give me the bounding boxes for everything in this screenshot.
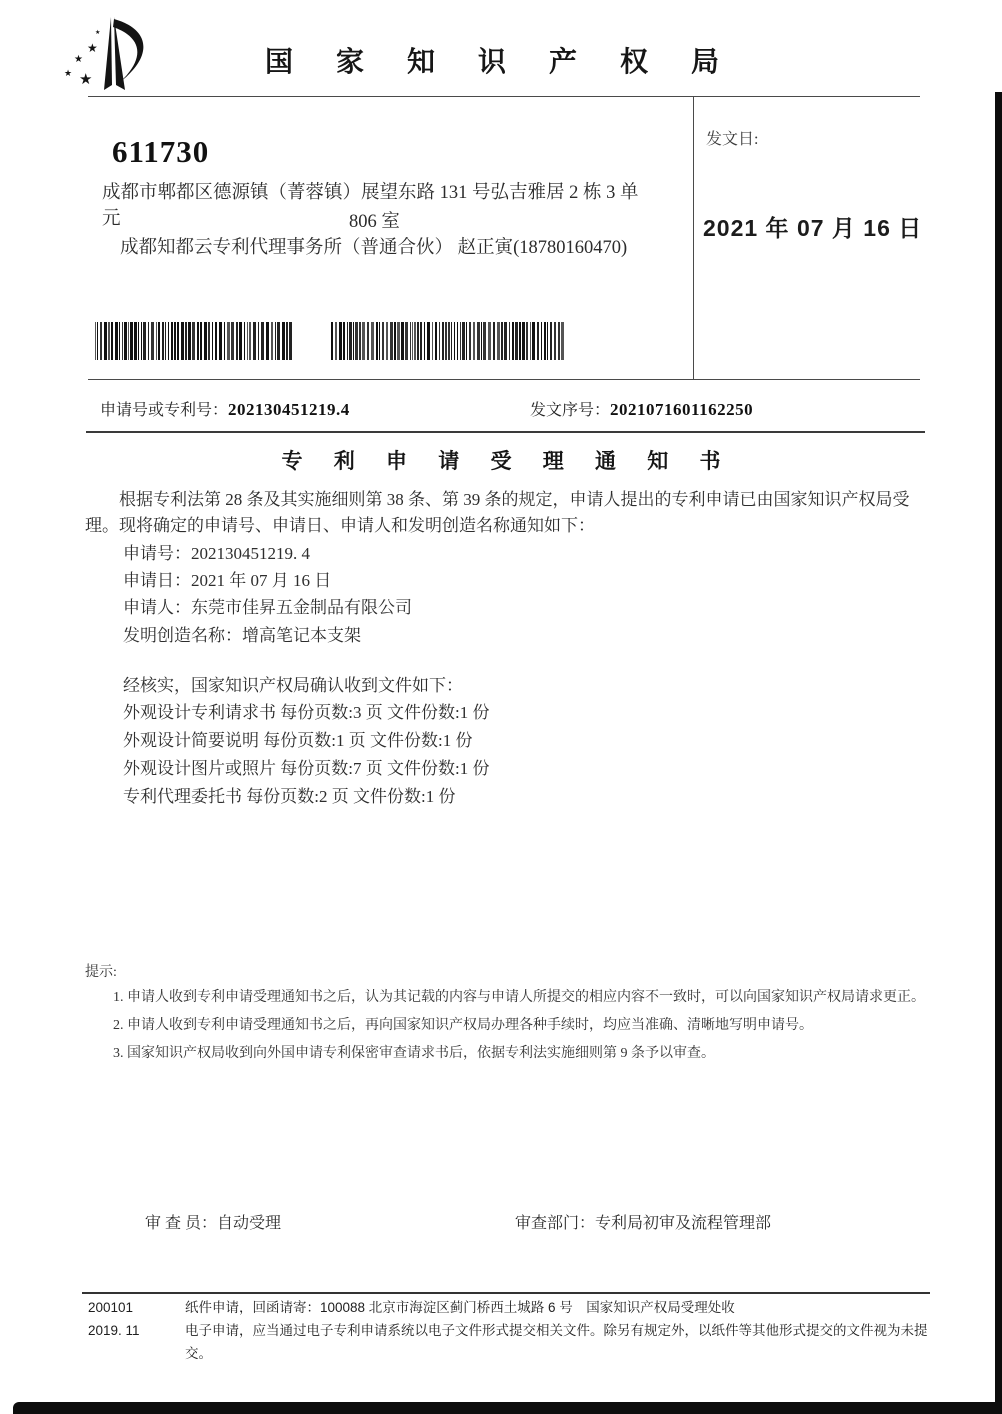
tip-item-1: 1. 申请人收到专利申请受理通知书之后，认为其记载的内容与申请人所提交的相应内容不一致时，可以向国家知识产权局请求更正。 bbox=[113, 990, 925, 1005]
agency-title: 国 家 知 识 产 权 局 bbox=[264, 47, 737, 78]
application-number-label: 申请号或专利号： bbox=[100, 402, 229, 419]
tips-label: 提示: bbox=[85, 965, 117, 980]
file-item: 专利代理委托书 每份页数:2 页 文件份数:1 份 bbox=[123, 787, 456, 806]
footer-text bbox=[185, 1296, 935, 1365]
footer-paper-line: 纸件申请，回函请寄：100088 北京市海淀区蓟门桥西土城路 6 号 国家知识产权局受理处收 bbox=[185, 1300, 735, 1315]
scan-edge-right bbox=[995, 92, 1002, 1414]
header-rule bbox=[88, 96, 920, 97]
address-line-2: 806 室 bbox=[349, 212, 400, 232]
postal-code: 611730 bbox=[112, 134, 210, 169]
examiner-value: 自动受理 bbox=[217, 1215, 282, 1232]
department-label: 审查部门： bbox=[515, 1215, 596, 1232]
application-fields bbox=[123, 540, 412, 649]
received-files-list bbox=[123, 699, 489, 811]
address-line-1: 成都市郫都区德源镇（菁蓉镇）展望东路 131 号弘吉雅居 2 栋 3 单元 bbox=[102, 183, 639, 229]
department-value: 专利局初审及流程管理部 bbox=[595, 1215, 772, 1232]
examiner-label: 审 查 员： bbox=[145, 1215, 218, 1232]
thick-rule bbox=[86, 431, 925, 433]
footer-form-date: 2019. 11 bbox=[88, 1323, 140, 1338]
received-intro: 经核实，国家知识产权局确认收到文件如下： bbox=[123, 676, 463, 695]
file-item: 外观设计简要说明 每份页数:1 页 文件份数:1 份 bbox=[123, 731, 473, 750]
tip-item-2: 2. 申请人收到专利申请受理通知书之后，再向国家知识产权局办理各种手续时，均应当准确、清晰地写明申请号。 bbox=[113, 1018, 813, 1033]
notice-title: 专 利 申 请 受 理 通 知 书 bbox=[281, 449, 734, 473]
agent-line: 成都知都云专利代理事务所（普通合伙） 赵正寅(18780160470) bbox=[120, 238, 628, 258]
star-icon: ★ bbox=[95, 30, 101, 36]
examiner-group bbox=[145, 1210, 281, 1233]
barcode-left bbox=[95, 322, 296, 360]
star-icon: ★ bbox=[74, 54, 83, 65]
tips-list bbox=[85, 984, 935, 1067]
issue-date-label: 发文日: bbox=[706, 131, 759, 148]
serial-number-value: 2021071601162250 bbox=[610, 400, 754, 419]
application-number-group bbox=[100, 397, 350, 420]
field-applicant: 申请人：东莞市佳昇五金制品有限公司 bbox=[123, 598, 412, 618]
star-icon: ★ bbox=[79, 72, 93, 88]
field-application-date: 申请日：2021 年 07 月 16 日 bbox=[123, 571, 332, 591]
issue-date-value: 2021 年 07 月 16 日 bbox=[703, 215, 923, 241]
scan-edge-bottom bbox=[13, 1402, 1002, 1414]
notice-intro: 根据专利法第 28 条及其实施细则第 38 条、第 39 条的规定，申请人提出的专利申请已由国家知识产权局受理。现将确定的申请号、申请日、申请人和发明创造名称通知如下： bbox=[85, 490, 910, 535]
department-group bbox=[515, 1210, 771, 1233]
footer-form-code: 200101 bbox=[88, 1300, 134, 1315]
tip-item-3: 3. 国家知识产权局收到向外国申请专利保密审查请求书后，依据专利法实施细则第 9 条予以审查。 bbox=[113, 1046, 715, 1061]
footer-codes bbox=[88, 1296, 140, 1342]
file-item: 外观设计图片或照片 每份页数:7 页 文件份数:1 份 bbox=[123, 759, 490, 778]
mid-rule bbox=[88, 379, 920, 380]
field-invention-title: 发明创造名称：增高笔记本支架 bbox=[123, 625, 361, 645]
application-number-value: 202130451219.4 bbox=[228, 400, 350, 419]
star-icon: ★ bbox=[87, 41, 98, 55]
barcode-right bbox=[331, 322, 569, 360]
file-item: 外观设计专利请求书 每份页数:3 页 文件份数:1 份 bbox=[123, 703, 490, 722]
star-icon: ★ bbox=[64, 68, 73, 78]
serial-number-group bbox=[530, 397, 753, 420]
footer-rule bbox=[82, 1292, 930, 1294]
date-box-divider bbox=[693, 96, 694, 379]
footer-electronic-line: 电子申请，应当通过电子专利申请系统以电子文件形式提交相关文件。除另有规定外，以纸件等其他形式提交的文件视为未提交。 bbox=[185, 1323, 928, 1361]
serial-number-label: 发文序号： bbox=[530, 402, 611, 419]
field-application-number: 申请号：202130451219. 4 bbox=[123, 544, 310, 563]
